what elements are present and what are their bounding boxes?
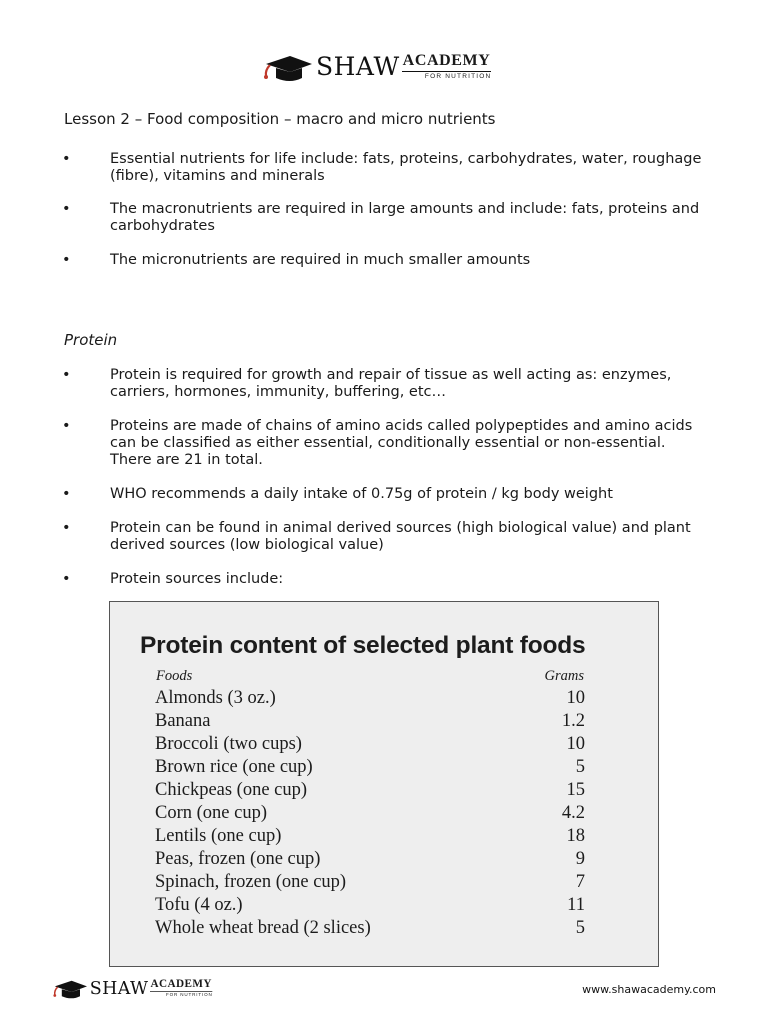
protein-grams: 18 — [566, 826, 585, 846]
shaw-academy-logo — [262, 52, 491, 86]
section-title-protein: Protein — [64, 331, 118, 349]
food-name: Whole wheat bread (2 slices) — [155, 918, 371, 938]
brand-academy: ACADEMY — [402, 52, 492, 72]
intro-bullet-list — [0, 151, 710, 269]
protein-grams: 1.2 — [561, 711, 585, 731]
protein-bullet-list — [0, 367, 710, 588]
table-header — [156, 668, 584, 685]
food-name: Lentils (one cup) — [155, 826, 282, 846]
table-row — [155, 871, 585, 894]
shaw-academy-footer-logo — [52, 978, 213, 1002]
table-row — [155, 848, 585, 871]
bullet-marker: • — [62, 201, 71, 217]
list-item — [0, 252, 710, 269]
list-item — [0, 151, 710, 185]
graduation-cap-icon — [52, 978, 88, 1002]
list-item — [0, 486, 710, 503]
protein-grams: 15 — [566, 780, 585, 800]
table-row — [155, 894, 585, 917]
protein-grams: 10 — [566, 688, 585, 708]
bullet-marker: • — [62, 520, 71, 536]
bullet-text: Protein sources include: — [110, 571, 284, 587]
table-row — [155, 779, 585, 802]
bullet-text: The macronutrients are required in large amounts and include: fats, proteins and carbohydrates — [110, 201, 700, 234]
table-rows — [155, 687, 585, 940]
protein-grams: 5 — [575, 757, 585, 777]
table-row — [155, 710, 585, 733]
bullet-marker: • — [62, 486, 71, 502]
brand-academy: ACADEMY — [150, 978, 213, 992]
bullet-marker: • — [62, 571, 71, 587]
footer-website-link[interactable]: www.shawacademy.com — [582, 983, 716, 996]
list-item — [0, 367, 710, 401]
bullet-text: Protein can be found in animal derived sources (high biological value) and plant derived sources (low biological value) — [110, 520, 691, 553]
bullet-text: WHO recommends a daily intake of 0.75g of protein / kg body weight — [110, 486, 613, 502]
brand-subtitle: FOR NUTRITION — [166, 992, 213, 998]
bullet-text: Protein is required for growth and repair of tissue as well acting as: enzymes, carriers, hormones, immunity, buffering, etc… — [110, 367, 672, 400]
food-name: Peas, frozen (one cup) — [155, 849, 321, 869]
protein-grams: 7 — [575, 872, 585, 892]
list-item — [0, 418, 710, 469]
brand-shaw: SHAW — [316, 52, 400, 81]
protein-grams: 10 — [566, 734, 585, 754]
food-name: Brown rice (one cup) — [155, 757, 313, 777]
food-name: Spinach, frozen (one cup) — [155, 872, 347, 892]
table-row — [155, 687, 585, 710]
food-name: Tofu (4 oz.) — [155, 895, 243, 915]
table-title: Protein content of selected plant foods — [140, 632, 586, 659]
table-row — [155, 917, 585, 940]
food-name: Broccoli (two cups) — [155, 734, 302, 754]
brand-shaw: SHAW — [89, 978, 149, 999]
table-row — [155, 802, 585, 825]
graduation-cap-icon — [262, 52, 314, 86]
lesson-heading: Lesson 2 – Food composition – macro and micro nutrients — [64, 110, 496, 128]
bullet-text: Essential nutrients for life include: fats, proteins, carbohydrates, water, roughage (fibre), vitamins and minerals — [110, 151, 702, 184]
table-row — [155, 825, 585, 848]
table-header-foods: Foods — [156, 668, 193, 684]
table-header-grams: Grams — [544, 668, 584, 684]
list-item — [0, 201, 710, 235]
brand-subtitle: FOR NUTRITION — [424, 73, 492, 80]
bullet-text: Proteins are made of chains of amino acids called polypeptides and amino acids can be classified as either essential, conditionally essential or non-essential. There are 21 in total. — [110, 418, 693, 468]
bullet-marker: • — [62, 151, 71, 167]
bullet-text: The micronutrients are required in much smaller amounts — [110, 252, 531, 268]
table-row — [155, 733, 585, 756]
food-name: Banana — [155, 711, 211, 731]
food-name: Chickpeas (one cup) — [155, 780, 308, 800]
food-name: Almonds (3 oz.) — [155, 688, 276, 708]
bullet-marker: • — [62, 418, 71, 434]
list-item — [0, 520, 710, 554]
bullet-marker: • — [62, 252, 71, 268]
food-name: Corn (one cup) — [155, 803, 267, 823]
bullet-marker: • — [62, 367, 71, 383]
table-row — [155, 756, 585, 779]
protein-grams: 4.2 — [561, 803, 585, 823]
protein-grams: 9 — [575, 849, 585, 869]
protein-grams: 11 — [567, 895, 585, 915]
list-item — [0, 571, 710, 588]
protein-grams: 5 — [575, 918, 585, 938]
protein-content-table — [109, 601, 659, 967]
